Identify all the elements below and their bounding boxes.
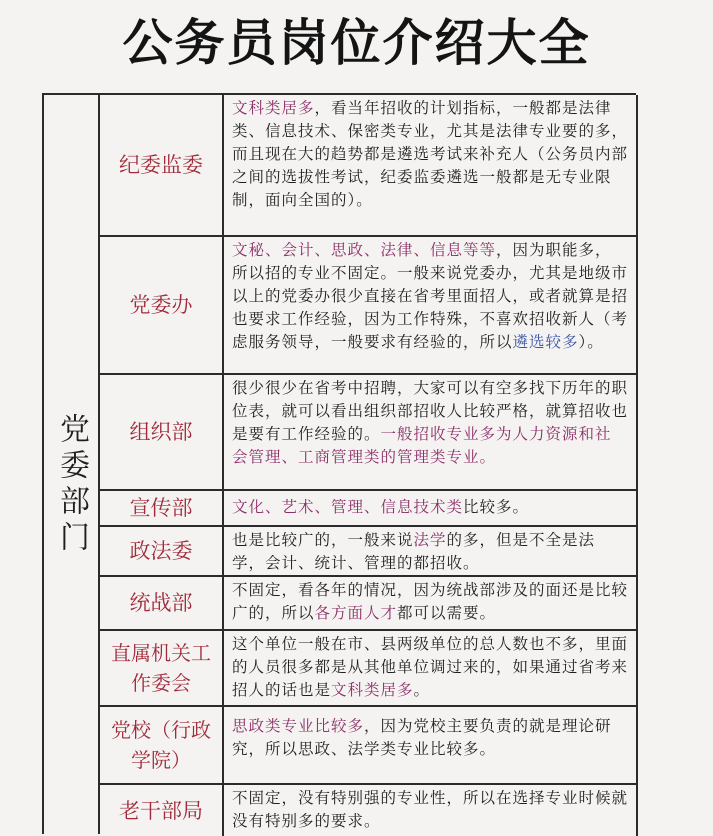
dept-desc: 也是比较广的，一般来说法学的多，但是不全是法学，会计、统计、管理的都招收。 <box>232 531 596 572</box>
category-cell <box>44 95 100 834</box>
dept-desc: 这个单位一般在市、县两级单位的总人数也不多，里面的人员很多都是从其他单位调过来的，如果通过省考来招人的话也是文科类居多。 <box>232 635 629 699</box>
table-row <box>100 375 638 491</box>
dept-desc: 不固定，没有特别强的专业性，所以在选择专业时候就没有特别多的要求。 <box>232 789 629 830</box>
page-title: 公务员岗位介绍大全 <box>122 14 591 72</box>
table-row <box>100 237 638 375</box>
dept-desc: 文科类居多，看当年招收的计划指标，一般都是法律类、信息技术、保密类专业，尤其是法律专业要的多，而且现在大的趋势都是遴选考试来补充人（公务员内部之间的选拔性考试，纪委监委遴选一般都是无专业限制，面向全国的）。 <box>232 99 629 209</box>
dept-name: 政法委 <box>100 527 224 575</box>
dept-desc: 不固定，看各年的情况，因为统战部涉及的面还是比较广的，所以各方面人才都可以需要。 <box>232 581 629 622</box>
dept-name: 纪委监委 <box>100 95 224 235</box>
dept-name: 宣传部 <box>100 491 224 525</box>
dept-name: 党校（行政学院） <box>100 707 224 783</box>
dept-name: 组织部 <box>100 375 224 489</box>
table-row <box>100 785 638 836</box>
dept-name: 党委办 <box>100 237 224 373</box>
dept-desc: 文秘、会计、思政、法律、信息等等，因为职能多，所以招的专业不固定。一般来说党委办，尤其是地级市以上的党委办很少直接在省考里面招人，或者就算是招也要求工作经验，因为工作特殊，不喜欢招收新人（考虑服务领导，一般要求有经验的，所以遴选较多）。 <box>232 241 629 351</box>
table-row <box>100 527 638 577</box>
table-row <box>100 491 638 527</box>
dept-desc: 文化、艺术、管理、信息技术类比较多。 <box>232 498 530 516</box>
dept-name: 老干部局 <box>100 785 224 836</box>
dept-name: 统战部 <box>100 577 224 629</box>
table-row <box>100 95 638 237</box>
dept-desc: 很少很少在省考中招聘，大家可以有空多找下历年的职位表，就可以看出组织部招收人比较严格，就算招收也是要有工作经验的。一般招收专业多为人力资源和社会管理、工商管理类的管理类专业。 <box>232 379 629 466</box>
table-row <box>100 707 638 785</box>
table-row <box>100 631 638 707</box>
table-row <box>100 577 638 631</box>
category-label: 党委部门 <box>54 412 89 557</box>
dept-name: 直属机关工作委会 <box>100 631 224 705</box>
dept-desc: 思政类专业比较多，因为党校主要负责的就是理论研究，所以思政、法学类专业比较多。 <box>232 717 612 758</box>
positions-table <box>42 93 636 834</box>
